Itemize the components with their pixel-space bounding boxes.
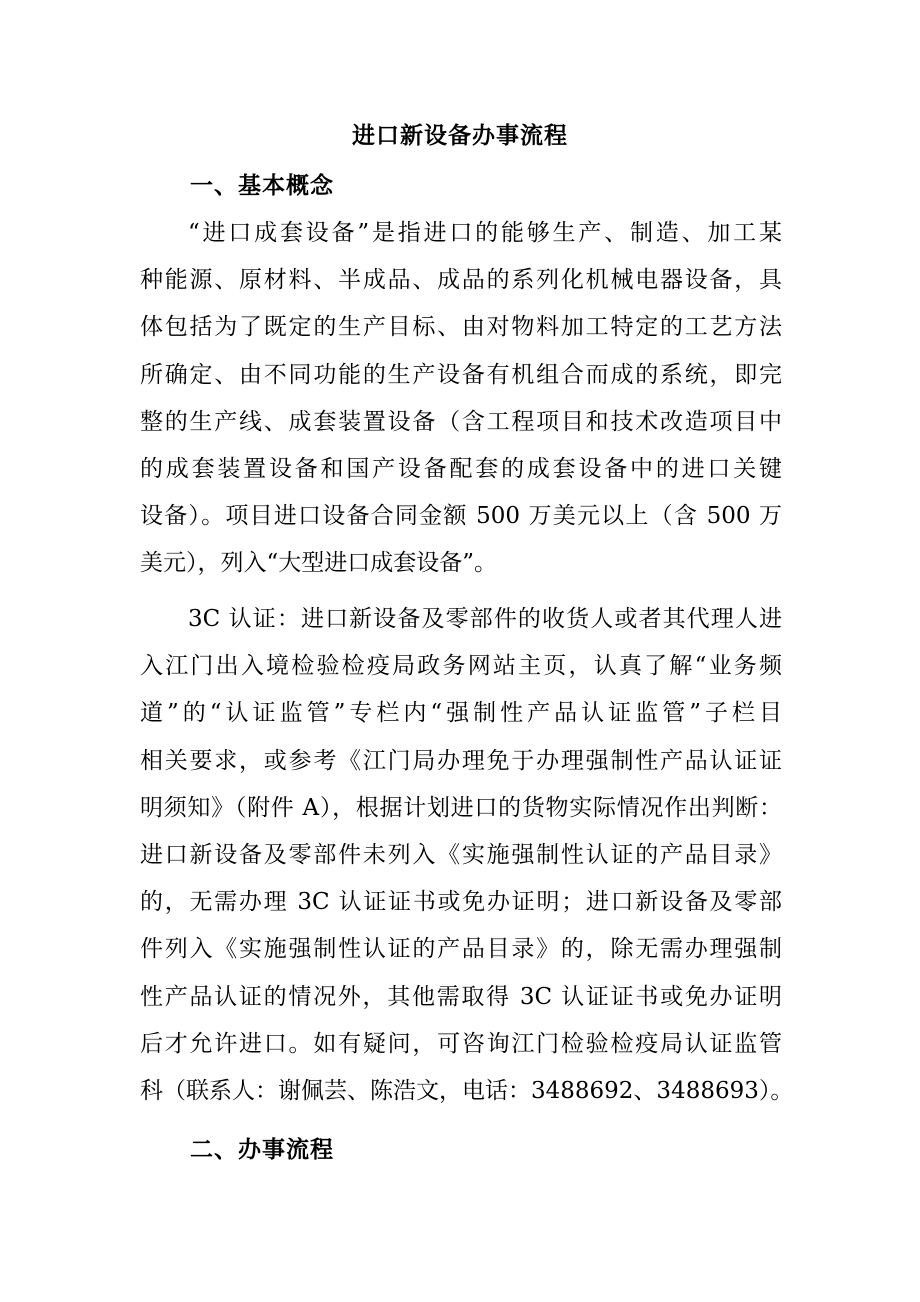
paragraph-complete-equipment-definition <box>140 210 782 588</box>
paragraph-line: 入江门出入境检验检疫局政务网站主页，认真了解“业务频 <box>140 653 782 680</box>
paragraph-line: 美元），列入“大型进口成套设备”。 <box>140 550 498 577</box>
paragraph-line: 种能源、原材料、半成品、成品的系列化机械电器设备，具 <box>140 267 782 294</box>
paragraph-line: 道”的“认证监管”专栏内“强制性产品认证监管”子栏目 <box>140 700 782 727</box>
paragraph-line: 设备）。项目进口设备合同金额 500 万美元以上（含 500 万 <box>140 503 782 530</box>
paragraph-line: 整的生产线、成套装置设备（含工程项目和技术改造项目中 <box>140 408 782 435</box>
document-title: 进口新设备办事流程 <box>352 122 568 149</box>
paragraph-line: 的，无需办理 3C 认证证书或免办证明；进口新设备及零部 <box>140 889 782 916</box>
paragraph-line: 性产品认证的情况外，其他需取得 3C 认证证书或免办证明 <box>140 983 782 1010</box>
paragraph-line: 的成套装置设备和国产设备配套的成套设备中的进口关键 <box>140 455 782 482</box>
section-heading-process: 二、办事流程 <box>190 1136 334 1163</box>
paragraph-line: 后才允许进口。如有疑问，可咨询江门检验检疫局认证监管 <box>140 1030 782 1057</box>
paragraph-line: 3C 认证：进口新设备及零部件的收货人或者其代理人进 <box>188 606 782 632</box>
paragraph-line: 进口新设备及零部件未列入《实施强制性认证的产品目录》 <box>140 841 782 868</box>
paragraph-line: 相关要求，或参考《江门局办理免于办理强制性产品认证证 <box>140 747 782 774</box>
paragraph-3c-certification <box>140 596 794 1115</box>
paragraph-line: 明须知》（附件 A），根据计划进口的货物实际情况作出判断： <box>140 794 782 821</box>
paragraph-line: 件列入《实施强制性认证的产品目录》的，除无需办理强制 <box>140 936 782 963</box>
paragraph-line: 所确定、由不同功能的生产设备有机组合而成的系统，即完 <box>140 361 782 388</box>
paragraph-line: 科（联系人：谢佩芸、陈浩文，电话：3488692、3488693）。 <box>140 1077 794 1104</box>
paragraph-line: “进口成套设备”是指进口的能够生产、制造、加工某 <box>188 220 782 246</box>
paragraph-line: 体包括为了既定的生产目标、由对物料加工特定的工艺方法 <box>140 314 782 341</box>
section-heading-basic-concepts: 一、基本概念 <box>190 172 334 199</box>
